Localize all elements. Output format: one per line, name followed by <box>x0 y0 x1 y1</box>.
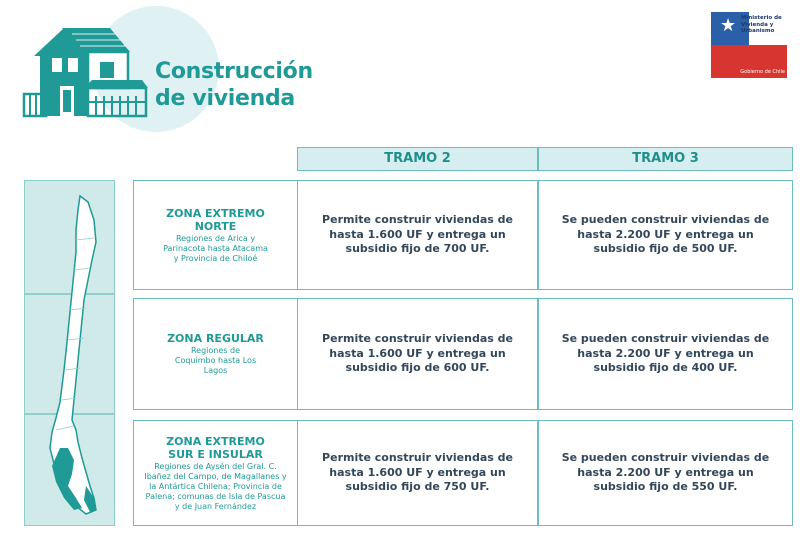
house-icon <box>22 22 150 120</box>
column-header-tramo-3: TRAMO 3 <box>538 147 793 171</box>
tramo3-cell-regular <box>538 298 793 410</box>
title-line-1: Construcción <box>155 59 313 84</box>
zone-name: ZONA EXTREMO NORTE <box>166 206 265 233</box>
tramo2-text: Permite construir viviendas de hasta 1.600 UF y entrega un subsidio fijo de 600 UF. <box>322 332 513 375</box>
star-icon: ★ <box>720 15 737 36</box>
tramo3-text: Se pueden construir viviendas de hasta 2.200 UF y entrega un subsidio fijo de 500 UF. <box>561 213 770 256</box>
tramo3-cell-extremo-norte <box>538 180 793 290</box>
ministry-name: Ministerio de Vivienda y Urbanismo <box>741 15 782 34</box>
zone-cell-extremo-sur <box>133 420 298 526</box>
column-header-tramo-2: TRAMO 2 <box>297 147 538 171</box>
zone-cell-regular <box>133 298 298 410</box>
zone-name: ZONA EXTREMO SUR E INSULAR <box>166 434 265 461</box>
page-title <box>155 58 313 112</box>
ministry-logo <box>711 12 787 78</box>
tramo3-text: Se pueden construir viviendas de hasta 2.200 UF y entrega un subsidio fijo de 550 UF. <box>561 451 770 494</box>
tramo2-cell-extremo-norte <box>297 180 538 290</box>
chile-silhouette-icon <box>24 180 115 526</box>
tramo2-text: Permite construir viviendas de hasta 1.600 UF y entrega un subsidio fijo de 700 UF. <box>322 213 513 256</box>
tramo2-text: Permite construir viviendas de hasta 1.600 UF y entrega un subsidio fijo de 750 UF. <box>322 451 513 494</box>
chile-map <box>24 180 115 526</box>
tramo2-cell-extremo-sur <box>297 420 538 526</box>
government-name: Gobierno de Chile <box>740 69 785 75</box>
tramo3-cell-extremo-sur <box>538 420 793 526</box>
zone-cell-extremo-norte <box>133 180 298 290</box>
zone-detail: Regiones de Aysén del Gral. C. Ibañez del Campo, de Magallanes y la Antártica Chilena; Provincia de Palena; comunas de Isla de Pascua y de Juan Fernández <box>144 461 287 511</box>
tramo2-cell-regular <box>297 298 538 410</box>
zone-name: ZONA REGULAR <box>167 332 264 345</box>
zone-detail: Regiones de Coquimbo hasta Los Lagos <box>174 346 257 375</box>
zone-detail: Regiones de Arica y Parinacota hasta Atacama y Provincia de Chiloé <box>163 233 268 263</box>
title-line-2: de vivienda <box>155 86 295 111</box>
tramo3-text: Se pueden construir viviendas de hasta 2.200 UF y entrega un subsidio fijo de 400 UF. <box>561 332 770 375</box>
